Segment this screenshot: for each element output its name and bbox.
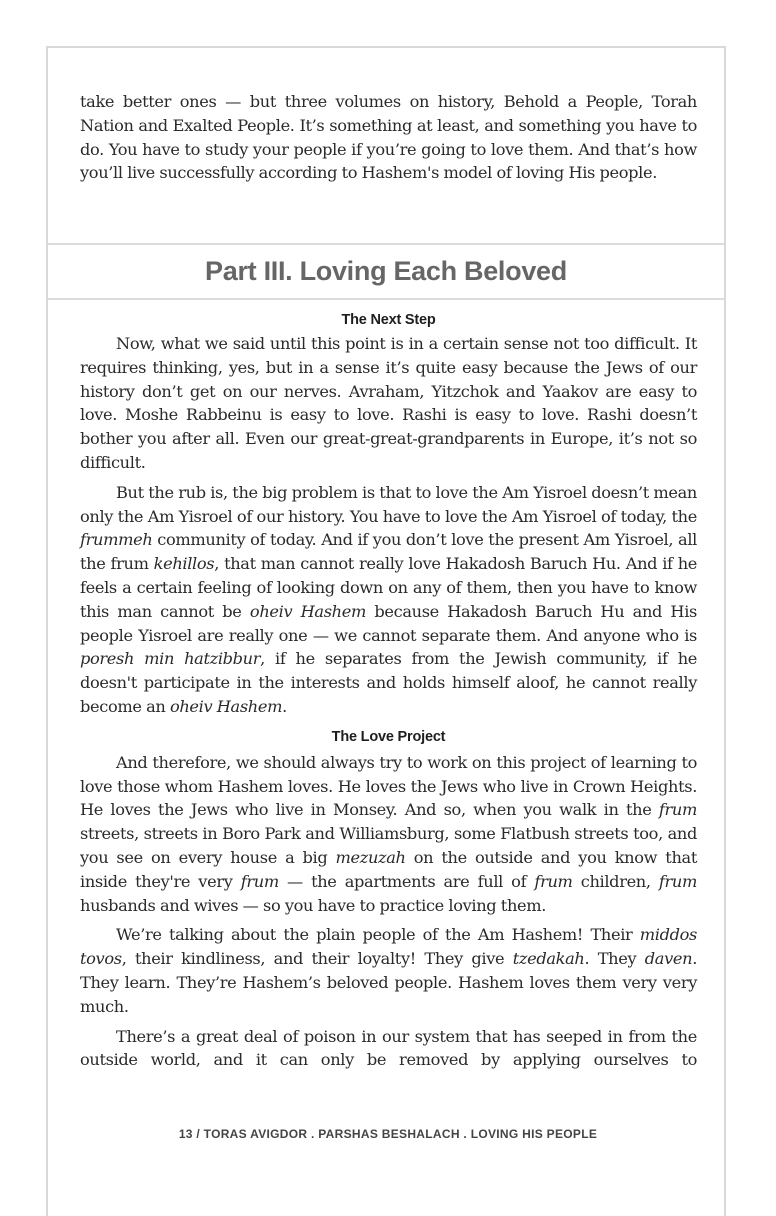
page-content (80, 312, 697, 1078)
section-heading: The Next Step (341, 312, 436, 328)
italic-term: kehillos (153, 554, 215, 574)
part-header-band (48, 243, 724, 300)
text-run: children, (572, 871, 659, 891)
text-run: , that man cannot really love Hakadosh Baruch Hu. And if he feels a certain feeling of looking down on any of them, then you have to know this man cannot be (80, 554, 697, 621)
paragraph (80, 751, 697, 918)
section-heading: The Love Project (331, 728, 446, 745)
italic-term: frum (534, 871, 573, 891)
section-love-project (80, 729, 697, 1072)
text-run: We’re talking about the plain people of the Am Hashem! Their (116, 925, 640, 945)
italic-term: poresh min hatzibbur (80, 649, 261, 669)
text-run: — the apartments are full of (278, 871, 535, 891)
text-run: streets, streets in Boro Park and Williamsburg, some Flatbush streets too, and you see on every house a big (80, 824, 697, 867)
book-page (46, 46, 726, 1216)
italic-term: tzedakah (512, 949, 585, 969)
text-run: . (282, 696, 287, 716)
italic-term: frum (658, 871, 697, 891)
intro-paragraph: take better ones — but three volumes on history, Behold a People, Torah Nation and Exalted People. It’s something at least, and something you have to do. You have to study your people if you’re going to love them. And that’s how you’ll live successfully according to Hashem's model of loving His people. (80, 92, 697, 183)
italic-term: frum (240, 871, 279, 891)
text-run: because Hakadosh Baruch Hu and His people Yisroel are really one — we cannot separate them. And anyone who is (80, 601, 697, 645)
italic-term: oheiv Hashem (169, 696, 283, 716)
italic-term: frummeh (80, 530, 153, 550)
italic-term: daven (644, 949, 693, 969)
paragraph (80, 1025, 697, 1073)
text-run: , their kindliness, and their loyalty! They give (121, 949, 513, 969)
text-run: community of today. And if you don’t love the present Am Yisroel, all the frum (80, 530, 697, 574)
text-run: Now, what we said until this point is in a certain sense not too difficult. It requires thinking, yes, but in a sense it’s quite easy because the Jews of our history don’t get on our nerves. Avraham, Yitzchok and Yaakov are easy to love. Moshe Rabbeinu is easy to love. Rashi is easy to love. Rashi doesn’t bother you after all. Even our great-great-grandparents in Europe, it’s not so difficult. (80, 334, 697, 472)
italic-term: frum (658, 800, 697, 820)
section-next-step (80, 312, 697, 719)
text-run: And therefore, we should always try to work on this project of learning to love those whom Hashem loves. He loves the Jews who live in Crown Heights. He loves the Jews who live in Monsey. And so, when you walk in the (80, 752, 697, 820)
part-title: Part III. Loving Each Beloved (205, 256, 567, 286)
italic-term: middos tovos (80, 925, 697, 969)
paragraph (80, 923, 697, 1018)
text-run: . They (584, 949, 645, 969)
text-run: But the rub is, the big problem is that to love the Am Yisroel doesn’t mean only the Am Yisroel of our history. You have to love the Am Yisroel of today, the (80, 482, 697, 526)
paragraph (80, 481, 697, 719)
text-run: husbands and wives — so you have to practice loving them. (80, 895, 547, 915)
italic-term: mezuzah (335, 847, 406, 867)
paragraph (80, 332, 697, 475)
italic-term: oheiv Hashem (249, 601, 366, 621)
text-run: , if he separates from the Jewish community, if he doesn't participate in the interests and holds himself aloof, he cannot really become an (80, 649, 697, 716)
page-footer: 13 / TORAS AVIGDOR . PARSHAS BESHALACH . LOVING HIS PEOPLE (178, 1127, 598, 1141)
text-run: on the outside and you know that inside they're very (80, 847, 697, 891)
text-run: There’s a great deal of poison in our system that has seeped in from the outside world, and it can only be removed by applying ourselves to (80, 1026, 697, 1070)
text-run: . They learn. They’re Hashem’s beloved people. Hashem loves them very very much. (80, 949, 697, 1016)
